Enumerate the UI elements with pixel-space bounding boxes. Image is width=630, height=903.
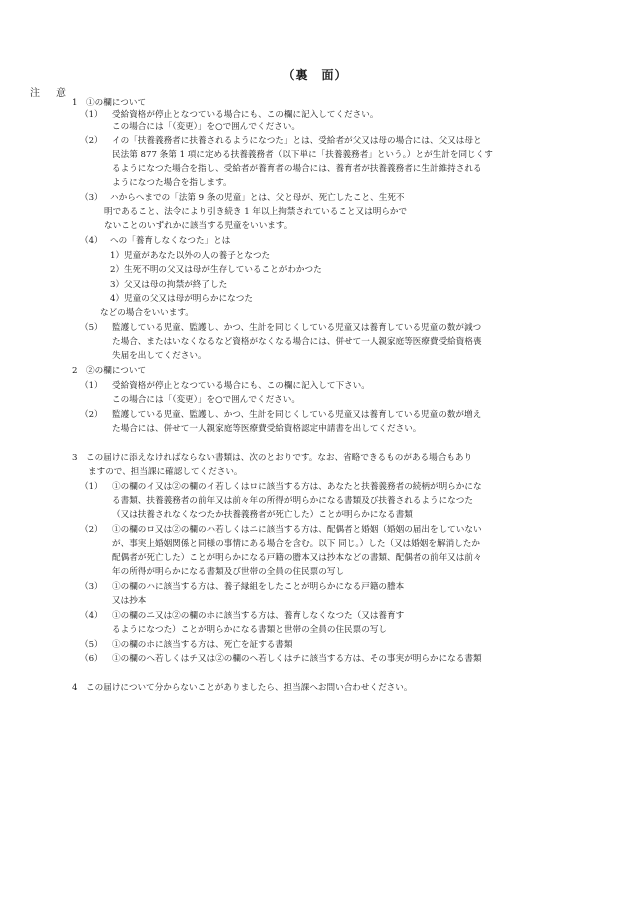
notes-label: 注 意 (30, 88, 69, 99)
s2-item2-line: 監護している児童、監護し、かつ、生計を同じくしている児童又は養育している児童の数が増え (112, 410, 482, 420)
s1-item3-line: ハからへまでの「法第 9 条の児童」とは、父と母が、死亡したこと、生死不 (110, 193, 405, 203)
s3-item1-number: （1） (80, 482, 103, 492)
s3-item2-line: 年の所得が明らかになる書類及び世帯の全員の住民票の写し (112, 567, 345, 577)
s3-item3-number: （3） (80, 582, 103, 592)
s3-item4-line: るようになつた）ことが明らかになる書類と世帯の全員の住民票の写し (112, 625, 388, 635)
s2-item1-number: （1） (80, 381, 103, 391)
page-title: （裏 面） (282, 68, 348, 82)
s3-item5-number: （5） (80, 640, 103, 650)
s1-item4-line: への「養育しなくなつた」とは (110, 236, 231, 246)
section-1-heading: 1 ①の欄について (72, 98, 147, 108)
s1-item3-line: ないことのいずれかに該当する児童をいいます。 (104, 221, 293, 231)
s3-item2-number: （2） (80, 525, 103, 535)
s2-item1-line: 受給資格が停止となつている場合にも、この欄に記入して下さい。 (112, 381, 370, 391)
s1-item4-subitem: 2）生死不明の父又は母が生存していることがわかつた (110, 265, 322, 275)
section-2-heading: 2 ②の欄について (72, 366, 147, 376)
s1-item2-line: イの「扶養義務者に扶養されるようになつた」とは、受給者が父又は母の場合には、父又は母と (112, 136, 482, 146)
s3-item6-number: （6） (80, 654, 103, 664)
s1-item1-line: この場合には「（変更）」を○で囲んでください。 (112, 122, 300, 132)
s3-item6-line: ①の欄のへ若しくはチ又は②の欄のへ若しくはチに該当する方は、その事実が明らかになる書類 (112, 654, 482, 664)
s3-item3-line: 又は抄本 (112, 596, 147, 606)
s3-item2-line: ①の欄のロ又は②の欄のハ若しくはニに該当する方は、配偶者と婚姻（婚姻の届出をしていない (112, 525, 482, 535)
s1-item5-line: 監護している児童、監護し、かつ、生計を同じくしている児童又は養育している児童の数が減つ (112, 323, 482, 333)
s1-item5-line: 失届を出してください。 (112, 351, 207, 361)
s1-item3-line: 明であること、法令により引き続き 1 年以上拘禁されていること又は明らかで (104, 207, 408, 217)
s1-item4-subitem: 4）児童の父又は母が明らかになつた (110, 294, 253, 304)
s1-item3-number: （3） (80, 193, 103, 203)
s3-item2-line: 配偶者が死亡した）ことが明らかになる戸籍の謄本又は抄本などの書類、配偶者の前年又は前々 (112, 553, 482, 563)
s1-item2-line: 民法第 877 条第 1 項に定める扶養義務者（以下単に「扶養義務者」という。）とが生計を同じくす (112, 150, 493, 160)
section-3-heading: 3 この届けに添えなければならない書類は、次のとおりです。なお、省略できるものがある場合もあり (72, 453, 473, 463)
s1-item2-number: （2） (80, 136, 103, 146)
s1-item4-subitem: 3）父又は母の拘禁が終了した (110, 280, 228, 290)
s2-item2-line: た場合には、併せて一人親家庭等医療費受給資格認定申請書を出してください。 (112, 424, 422, 434)
s3-item3-line: ①の欄のハに該当する方は、養子縁組をしたことが明らかになる戸籍の謄本 (112, 582, 405, 592)
section-3-heading: ますので、担当課に確認してください。 (88, 467, 243, 477)
s3-item4-line: ①の欄のニ又は②の欄のホに該当する方は、養育しなくなつた（又は養育す (112, 611, 405, 621)
s3-item5-line: ①の欄のホに該当する方は、死亡を証する書類 (112, 640, 293, 650)
s3-item2-line: が、事実上婚姻関係と同様の事情にある場合を含む。以下 同じ。）した（又は婚姻を解消したか (112, 539, 480, 549)
s1-item1-line: 受給資格が停止となつている場合にも、この欄に記入してください。 (112, 110, 379, 120)
s1-item4-line: などの場合をいいます。 (100, 308, 194, 318)
s2-item2-number: （2） (80, 410, 103, 420)
s1-item4-subitem: 1）児童があなた以外の人の養子となつた (110, 251, 271, 261)
s2-item1-line: この場合には「（変更）」を○で囲んでください。 (112, 395, 300, 405)
s1-item1-number: （1） (80, 110, 103, 120)
s3-item1-line: ①の欄のイ又は②の欄のイ若しくはロに該当する方は、あなたと扶養義務者の続柄が明らかにな (112, 482, 482, 492)
s3-item1-line: （又は扶養されなくなつたか扶養義務者が死亡した）ことが明らかになる書類 (112, 510, 413, 520)
s1-item5-line: た場合、またはいなくなるなど資格がなくなる場合には、併せて一人親家庭等医療費受給資格喪 (112, 337, 482, 347)
s1-item2-line: ようになつた場合を指します。 (112, 178, 232, 188)
s1-item2-line: るようになつた場合を指し、受給者が養育者の場合には、養育者が扶養義務者に生計維持される (112, 164, 482, 174)
s3-item4-number: （4） (80, 611, 103, 621)
s3-item1-line: る書類、扶養義務者の前年又は前々年の所得が明らかになる書類及び扶養されるようになつた (112, 496, 473, 506)
section-4-heading: 4 この届けについて分からないことがありましたら、担当課へお問い合わせください。 (72, 683, 413, 693)
s1-item5-number: （5） (80, 323, 103, 333)
s1-item4-number: （4） (80, 236, 103, 246)
